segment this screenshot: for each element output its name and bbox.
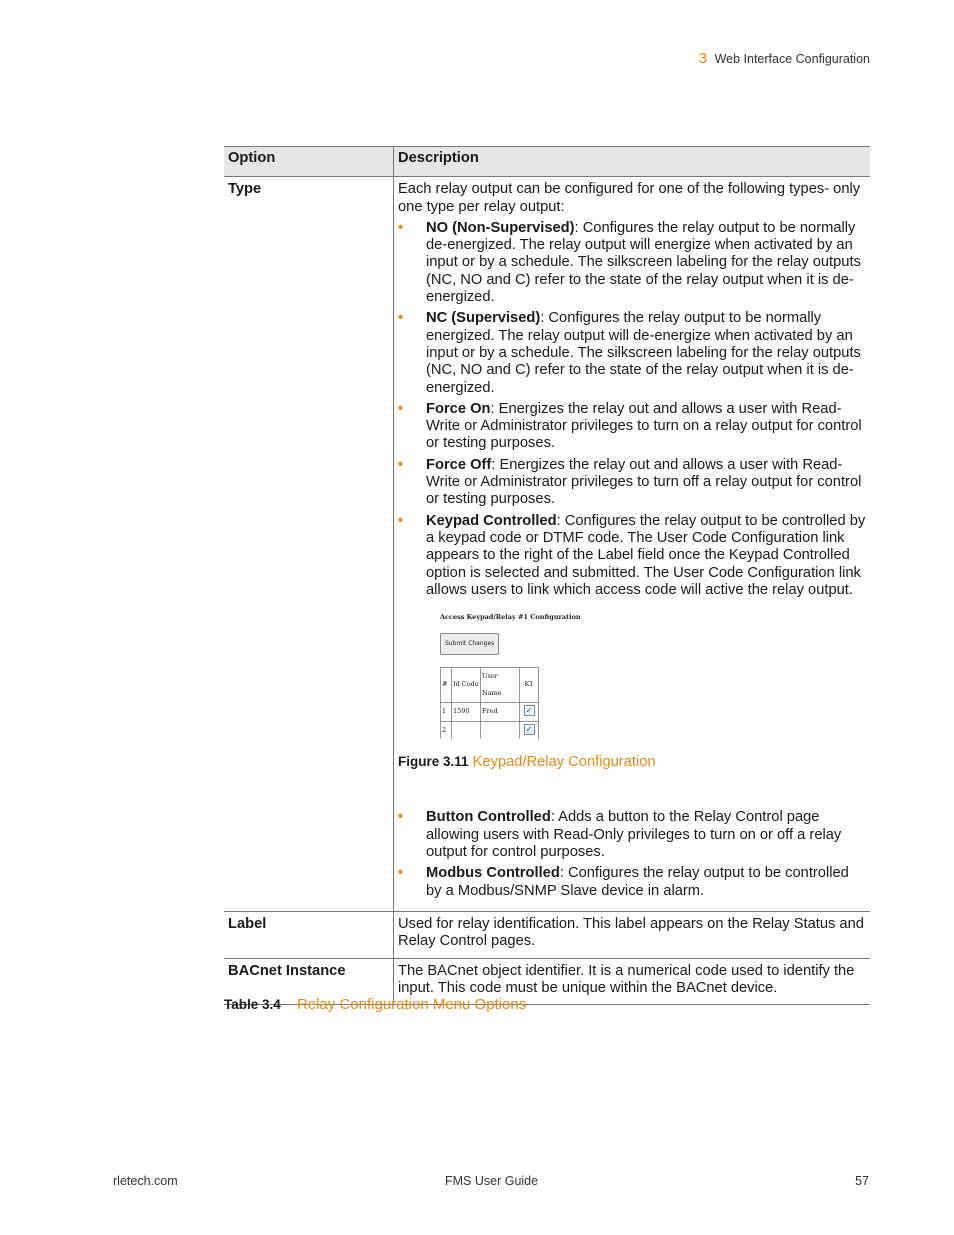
id-code-field[interactable]	[452, 721, 481, 739]
description-cell: Used for relay identification. This label appears on the Relay Status and Relay Control pages.	[394, 911, 871, 958]
type-bullet-list-2	[398, 809, 866, 899]
list-item	[398, 809, 866, 861]
table-title: Relay Configuration Menu Options	[296, 996, 527, 1013]
figure-title: Keypad/Relay Configuration	[472, 754, 656, 771]
description-cell	[394, 177, 871, 912]
row-number: 1	[441, 703, 452, 721]
bullet-text: : Configures the relay output to be normally de-energized. The relay output will energize when activated by an input or by a schedule. The silkscreen labeling for the relay outputs (NC, NO and C) refer to the state of the relay output when it is de-energized.	[426, 219, 861, 306]
option-cell: Type	[224, 177, 394, 912]
column-header: K1	[520, 667, 539, 703]
table-label: Table 3.4	[224, 997, 281, 1012]
list-item	[398, 865, 866, 900]
submit-changes-button[interactable]: Submit Changes	[440, 633, 499, 654]
keypad-config-screenshot	[438, 609, 588, 739]
relay-options-table	[224, 146, 870, 1005]
bullet-icon: •	[398, 512, 404, 529]
chapter-title: Web Interface Configuration	[714, 52, 870, 66]
keypad-code-table	[440, 667, 539, 739]
table-row	[441, 703, 539, 721]
table-caption	[224, 996, 526, 1013]
bullet-icon: •	[398, 865, 404, 882]
bullet-icon: •	[398, 310, 404, 327]
bullet-term: NC (Supervised)	[426, 310, 541, 327]
column-header: Id Code	[452, 667, 481, 703]
description-cell: The BACnet object identifier. It is a numerical code used to identify the input. This code must be unique within the BACnet device.	[394, 958, 871, 1005]
bullet-term: Modbus Controlled	[426, 865, 560, 882]
bullet-icon: •	[398, 219, 404, 236]
table-row-type	[224, 177, 870, 912]
bullet-text: : Adds a button to the Relay Control page allowing users with Read-Only privileges to turn on or off a relay output for control purposes.	[426, 809, 842, 861]
figure-caption	[398, 753, 866, 771]
footer-website: rletech.com	[113, 1174, 178, 1188]
chapter-number: 3	[698, 50, 708, 67]
user-name-field[interactable]: Fred	[481, 703, 520, 721]
page-number: 57	[855, 1174, 869, 1188]
bullet-icon: •	[398, 456, 404, 473]
bullet-term: Force On	[426, 400, 491, 417]
bullet-icon: •	[398, 400, 404, 417]
list-item	[398, 401, 866, 453]
bullet-term: NO (Non-Supervised)	[426, 219, 575, 236]
option-cell: Label	[224, 911, 394, 958]
bullet-icon: •	[398, 809, 404, 826]
bullet-term: Force Off	[426, 456, 492, 473]
type-bullet-list	[398, 220, 866, 599]
bullet-text: : Configures the relay output to be controlled by a keypad code or DTMF code. The User Code Configuration link appears to the right of the Label field once the Keypad Controlled option is selected and submitted. The User Code Configuration link allows users to link which access code will active the relay output.	[426, 512, 866, 598]
type-intro: Each relay output can be configured for one of the following types- only one type per relay output:	[398, 181, 861, 215]
bullet-term: Button Controlled	[426, 809, 551, 826]
user-name-field[interactable]	[481, 721, 520, 739]
table-row-label	[224, 911, 870, 958]
checkbox-checked-icon[interactable]: ✓	[524, 705, 535, 716]
list-item	[398, 513, 866, 599]
table-header-row	[224, 147, 870, 177]
column-header: User Name	[481, 667, 520, 703]
col-description-header: Description	[394, 147, 871, 177]
column-header: #	[441, 667, 452, 703]
footer-guide-title: FMS User Guide	[445, 1174, 539, 1188]
table-row	[441, 721, 539, 739]
col-option-header: Option	[224, 147, 394, 177]
bullet-text: : Configures the relay output to be normally energized. The relay output will de-energize when activated by an input or by a schedule. The silkscreen labeling for the relay outputs (NC, NO and C) refer to the state of the relay output when it is de-energized.	[426, 310, 861, 396]
list-item	[398, 457, 866, 509]
list-item	[398, 220, 866, 306]
table-row	[441, 667, 539, 703]
bullet-text: : Configures the relay output to be controlled by a Modbus/SNMP Slave device in alarm.	[426, 865, 849, 899]
page-header	[699, 50, 870, 67]
screenshot-title: Access Keypad/Relay #1 Configuration	[440, 613, 581, 622]
bullet-term: Keypad Controlled	[426, 512, 557, 529]
bullet-text: : Energizes the relay out and allows a user with Read-Write or Administrator privileges to turn off a relay output for control or testing purposes.	[426, 456, 862, 508]
bullet-text: : Energizes the relay out and allows a user with Read-Write or Administrator privileges to turn on a relay output for control or testing purposes.	[426, 400, 862, 452]
list-item	[398, 310, 866, 396]
figure-label: Figure 3.11	[398, 754, 469, 770]
row-number: 2	[441, 721, 452, 739]
checkbox-checked-icon[interactable]: ✓	[524, 724, 535, 735]
id-code-field[interactable]: 1590	[452, 703, 481, 721]
option-cell: BACnet Instance	[224, 958, 394, 1005]
